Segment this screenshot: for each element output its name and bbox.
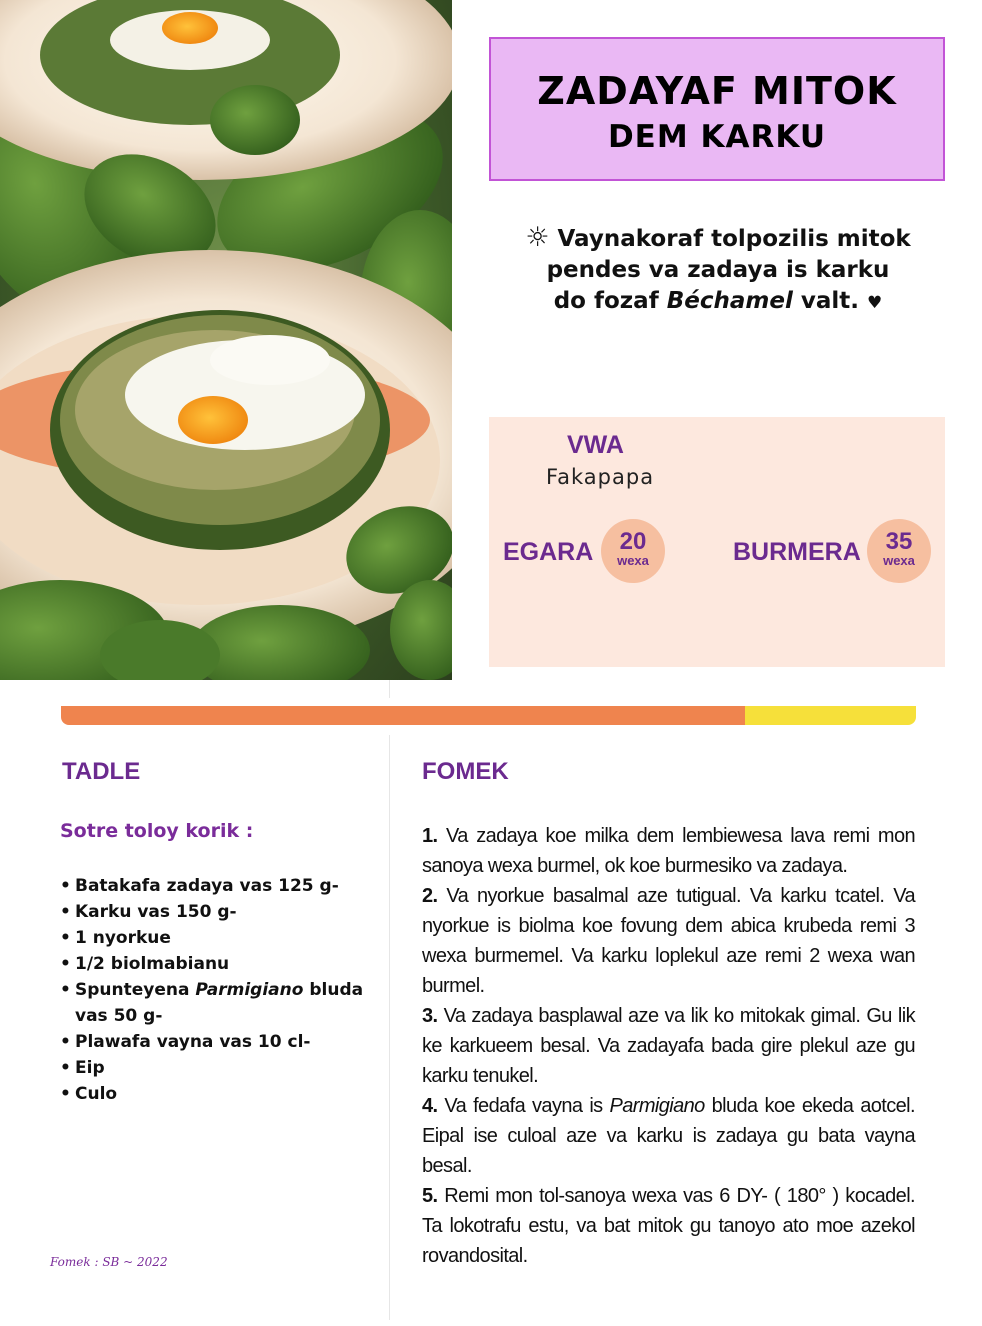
egara-unit: wexa: [617, 553, 649, 568]
method-step: 4. Va fedafa vayna is Parmigiano bluda koe ekeda aotcel. Eipal ise culoal aze va karku is zadaya gu bata vayna besal.: [422, 1095, 915, 1177]
vwa-value: Fakapapa: [546, 465, 655, 489]
intro-line-3-italic: Béchamel: [666, 288, 793, 314]
recipe-photo: [0, 0, 452, 680]
vwa-label: VWA: [567, 431, 624, 459]
divider-bar-yellow: [745, 706, 916, 725]
footer-credit: Fomek : SB ~ 2022: [50, 1255, 168, 1269]
heart-icon: ♥: [867, 293, 883, 313]
egara-label: EGARA: [503, 538, 594, 566]
method-step: 5. Remi mon tol-sanoya wexa vas 6 DY- ( 180° ) kocadel. Ta lokotrafu estu, va bat mitok gu tanoyo ato moe azekol rovandosital.: [422, 1185, 915, 1267]
ingredients-list: [60, 873, 380, 1107]
ingredient-item: • Culo: [60, 1081, 380, 1107]
method-step: 2. Va nyorkue basalmal aze tutigual. Va karku tcatel. Va nyorkue is biolma koe fovung dem abica krubeda remi 3 wexa burmemel. Va karku loplekul aze remi 2 wexa wan burmel.: [422, 885, 915, 997]
burmera-badge: [867, 519, 931, 583]
ingredient-item: • Plawafa vayna vas 10 cl-: [60, 1029, 380, 1055]
ingredient-item: • 1 nyorkue: [60, 925, 380, 951]
dish-illustration: [0, 0, 452, 680]
recipe-title: ZADAYAF MITOK: [537, 69, 897, 113]
ingredient-item: • Karku vas 150 g-: [60, 899, 380, 925]
ingredient-item: • 1/2 biolmabianu: [60, 951, 380, 977]
info-panel: [489, 417, 945, 667]
method-step: 1. Va zadaya koe milka dem lembiewesa lava remi mon sanoya wexa burmel, ok koe burmesiko va zadaya.: [422, 825, 915, 877]
egara-number: 20: [619, 528, 647, 555]
burmera-number: 35: [885, 528, 913, 555]
egara-badge: [601, 519, 665, 583]
divider-bar: [61, 706, 916, 725]
intro-text: [500, 222, 936, 319]
burmera-label: BURMERA: [733, 538, 861, 566]
method-step: 3. Va zadaya basplawal aze va lik ko mitokak gimal. Gu lik ke karkueem besal. Va zadayafa bada gire plekul aze gu karku tenukel.: [422, 1005, 915, 1087]
intro-line-3-prefix: do fozaf: [553, 288, 659, 314]
intro-line-3-suffix: valt.: [800, 288, 859, 314]
ingredient-item: • Spunteyena Parmigiano bluda vas 50 g-: [60, 977, 380, 1029]
intro-line-1: Vaynakoraf tolpozilis mitok: [557, 226, 911, 252]
sun-icon: ☼: [525, 222, 550, 253]
column-divider: [389, 735, 390, 1320]
burmera-unit: wexa: [883, 553, 915, 568]
title-box: [489, 37, 945, 181]
ingredients-heading: TADLE: [62, 758, 141, 785]
column-divider-top: [389, 680, 390, 698]
method-heading: FOMEK: [422, 758, 509, 785]
ingredients-subheading: Sotre toloy korik :: [60, 820, 254, 842]
divider-bar-orange: [61, 706, 745, 725]
method-steps: [422, 821, 915, 1271]
recipe-subtitle: DEM KARKU: [607, 119, 827, 155]
intro-line-2: pendes va zadaya is karku: [546, 257, 890, 283]
ingredient-item: • Batakafa zadaya vas 125 g-: [60, 873, 380, 899]
ingredient-item: • Eip: [60, 1055, 380, 1081]
